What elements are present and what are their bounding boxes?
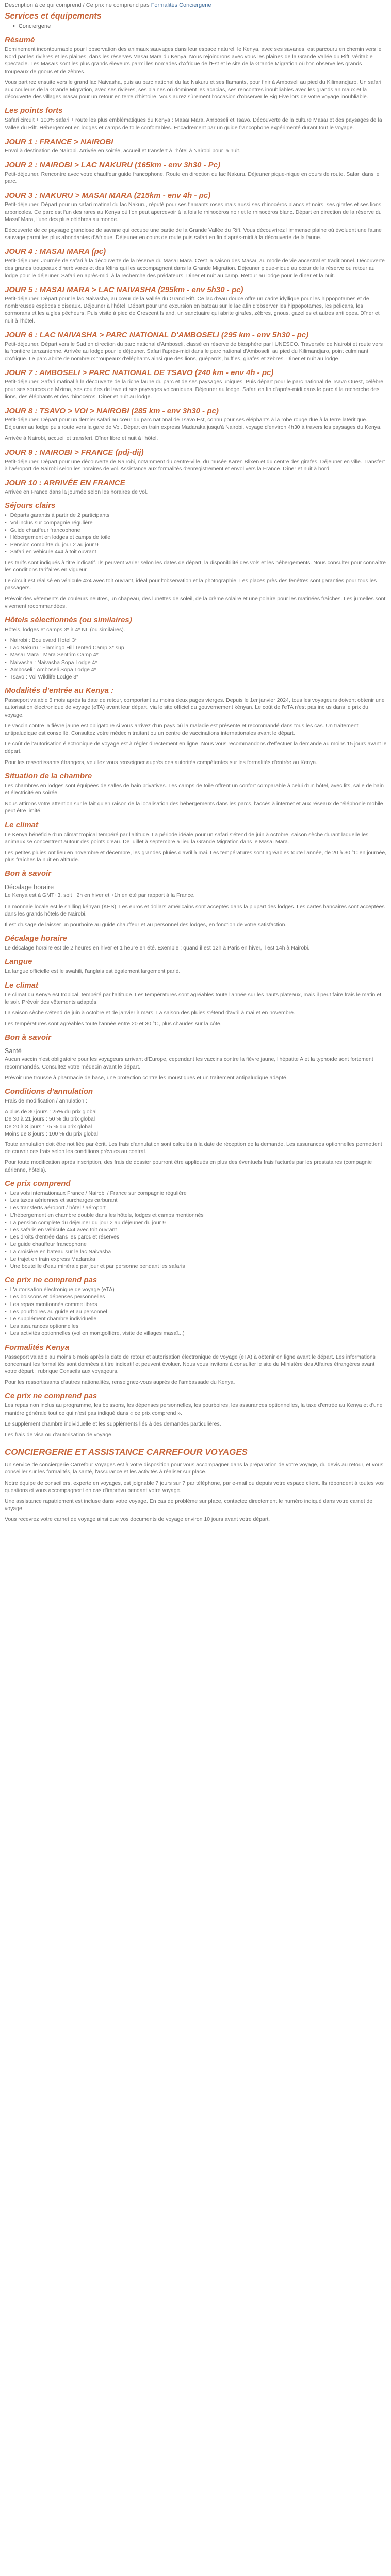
day-heading: JOUR 5 : MASAI MARA > LAC NAIVASHA (295km - env 5h30 - pc) — [5, 285, 243, 295]
timezone-paragraph: Le décalage horaire est de 2 heures en hiver et 1 heure en été. Exemple : quand il est 12h à Paris en hiver, il est 14h à Nairobi. — [5, 945, 310, 952]
list-item: • La pension complète du déjeuner du jour 2 au déjeuner du jour 9 — [5, 1219, 387, 1226]
day-heading: JOUR 2 : NAIROBI > LAC NAKURU (165km - env 3h30 - Pc) — [5, 161, 221, 170]
list-item: • Tsavo : Voi Wildlife Lodge 3* — [5, 673, 387, 681]
sejours-heading: Séjours clairs — [5, 501, 56, 511]
climate-paragraph: Le Kenya bénéficie d'un climat tropical tempéré par l'altitude. La période idéale pour un safari s'étend de juin à octobre, saison sèche durant laquelle les animaux se concentrent autour des points d'eau. De juillet à septembre a lieu la Grande Migration dans le Masaï Mara. — [5, 831, 369, 845]
room-paragraph: Nous attirons votre attention sur le fait qu'en raison de la localisation des hébergements dans les parcs, l'accès à internet et aux réseaux de téléphonie mobile peut être limité. — [5, 801, 383, 815]
concierge-paragraph: Une assistance rapatriement est incluse dans votre voyage. En cas de problème sur place, contactez directement le numéro indiqué dans votre carnet de voyage. — [5, 1498, 373, 1512]
reminder-paragraph: Les frais de visa ou d'autorisation de voyage. — [5, 1431, 113, 1438]
points-paragraph: Safari circuit + 100% safari + route les plus emblématiques du Kenya : Masaï Mara, Amboseli et Tsavo. Découverte de la culture Masaï et des paysages de la Vallée du Rift. Hébergement en lodges et camps de toile confortables. Encadrement par un guide francophone expérimenté durant tout le voyage. — [5, 117, 382, 131]
room-paragraph: Les chambres en lodges sont équipées de salles de bain privatives. Les camps de toile offrent un confort comparable à celui d'un hôtel, avec lits, salle de bain et électricité en soirée. — [5, 782, 384, 796]
cancellation-list — [5, 1108, 387, 1138]
list-item: • Le supplément chambre individuelle — [5, 1315, 387, 1323]
list-item: • Naivasha : Naivasha Sopa Lodge 4* — [5, 659, 387, 666]
list-item: • Les vols internationaux France / Nairobi / France sur compagnie régulière — [5, 1190, 387, 1197]
reminder-paragraph: Le supplément chambre individuelle et les suppléments liés à des demandes particulières. — [5, 1420, 221, 1427]
health-subheading: Santé — [5, 1047, 22, 1055]
weather-paragraph: Les températures sont agréables toute l'année entre 20 et 30 °C, plus chaudes sur la côte. — [5, 1021, 222, 1027]
list-item: • Une bouteille d'eau minérale par jour et par personne pendant les safaris — [5, 1263, 387, 1270]
breadcrumb-link[interactable]: Formalités Conciergerie — [151, 2, 211, 8]
good-to-know-paragraph: Il est d'usage de laisser un pourboire au guide chauffeur et au personnel des lodges, en fonction de votre satisfaction. — [5, 922, 287, 928]
list-item: • Le trajet en train express Madaraka — [5, 1256, 387, 1263]
day-heading: JOUR 10 : ARRIVÉE EN FRANCE — [5, 479, 125, 488]
list-item: • Nairobi : Boulevard Hotel 3* — [5, 637, 387, 644]
cancellation-line: De 30 à 21 jours : 50 % du prix global — [5, 1116, 95, 1123]
day-block — [5, 478, 387, 496]
formalities-paragraph: Passeport valable au moins 6 mois après la date de retour et autorisation électronique de voyage (eTA) à obtenir en ligne avant le départ. Les informations concernant les formalités sont données à titre indicatif et peuvent évoluer. Nous vous invitons à consulter le site du Ministère des Affaires étrangères avant votre départ : rubrique Conseils aux voyageurs. — [5, 1353, 376, 1375]
day-paragraph: Petit-déjeuner. Safari matinal à la découverte de la riche faune du parc et de ses paysages uniques. Puis départ pour le parc national de Tsavo Ouest, célèbre pour ses sources de Mzima, ses coulées de lave et ses paysages volcaniques. Déjeuner au lodge. Safari en fin d'après-midi dans le parc à la recherche des lions, des éléphants et des rhinocéros. Dîner et nuit au lodge. — [5, 379, 384, 400]
hotels-intro: Hôtels, lodges et camps 3* à 4* NL (ou similaires). — [5, 626, 125, 633]
climate-paragraph: Les petites pluies ont lieu en novembre et décembre, les grandes pluies d'avril à mai. Les températures sont agréables toute l'année, de 20 à 30 °C en journée, plus fraîches la nuit en altitude. — [5, 850, 387, 863]
price-excludes-list — [5, 1286, 387, 1337]
entry-paragraph: Le coût de l'autorisation électronique de voyage est à régler directement en ligne. Nous vous recommandons d'effectuer la demande au moins 15 jours avant le départ. — [5, 741, 387, 755]
language-heading: Langue — [5, 957, 32, 967]
day-heading: JOUR 1 : FRANCE > NAIROBI — [5, 137, 113, 146]
entry-paragraph: Pour les ressortissants étrangers, veuillez vous renseigner auprès des autorités compétentes sur les formalités d'entrée au Kenya. — [5, 759, 318, 766]
day-heading: JOUR 8 : TSAVO > VOI > NAIROBI (285 km - env 3h30 - pc) — [5, 406, 219, 416]
list-item: • Amboseli : Amboseli Sopa Lodge 4* — [5, 666, 387, 673]
list-item: • Les pourboires au guide et au personnel — [5, 1308, 387, 1315]
sejours-paragraph: Les tarifs sont indiqués à titre indicatif. Ils peuvent varier selon les dates de départ, la disponibilité des vols et les hébergements. Nous consulter pour connaître les conditions tarifaires en vigueur. — [5, 559, 386, 573]
day-paragraph: Petit-déjeuner. Départ vers le Sud en direction du parc national d'Amboseli, classé en réserve de biosphère par l'UNESCO. Traversée de Nairobi et route vers la frontière tanzanienne. Arrivée au lodge pour le déjeuner. Safari l'après-midi dans le parc national d'Amboseli, au pied du Kilimandjaro, point culminant d'Afrique. Le parc abrite de nombreux troupeaux d'éléphants ainsi que des lions, guépards, buffles, girafes et zèbres. Dîner et nuit au lodge. — [5, 341, 383, 362]
list-item: • L'autorisation électronique de voyage (eTA) — [5, 1286, 387, 1293]
breadcrumb — [5, 2, 387, 9]
cancellation-paragraph: Frais de modification / annulation : — [5, 1098, 87, 1105]
day-block — [5, 191, 387, 241]
list-item: • Masaï Mara : Mara Sentrim Camp 4* — [5, 651, 387, 658]
day-heading: JOUR 7 : AMBOSELI > PARC NATIONAL DE TSAVO (240 km - env 4h - pc) — [5, 368, 274, 378]
list-item: • Vol inclus sur compagnie régulière — [5, 519, 387, 527]
health-paragraph: Aucun vaccin n'est obligatoire pour les voyageurs arrivant d'Europe, cependant les vaccins contre la fièvre jaune, l'hépatite A et la typhoïde sont fortement recommandés. Consultez votre médecin avant le départ. — [5, 1056, 373, 1070]
timezone-heading: Décalage horaire — [5, 934, 67, 943]
list-item: • Les safaris en véhicule 4x4 avec toit ouvrant — [5, 1226, 387, 1233]
day-block — [5, 137, 387, 155]
cancellation-line: Moins de 8 jours : 100 % du prix global — [5, 1130, 98, 1137]
weather-paragraph: Le climat du Kenya est tropical, tempéré par l'altitude. Les températures sont agréables toute l'année sur les hauts plateaux, mais il peut faire frais le matin et le soir. Prévoir des vêtements adaptés. — [5, 991, 382, 1005]
resume-heading: Résumé — [5, 36, 35, 44]
list-item: • Pension complète du jour 2 au jour 9 — [5, 541, 387, 548]
day-heading: JOUR 9 : NAIROBI > FRANCE (pdj-dij) — [5, 448, 144, 457]
page — [0, 2, 391, 1523]
cancellation-line: De 20 à 8 jours : 75 % du prix global — [5, 1123, 92, 1130]
good-to-know-subheading: Décalage horaire — [5, 884, 54, 891]
price-includes-list — [5, 1190, 387, 1270]
good-to-know-paragraph: La monnaie locale est le shilling kényan (KES). Les euros et dollars américains sont acceptés dans la plupart des lodges. Les cartes bancaires sont acceptées dans les grands hôtels de Nairobi. — [5, 903, 385, 917]
day-paragraph: Arrivée en France dans la journée selon les horaires de vol. — [5, 489, 148, 496]
day-heading: JOUR 6 : LAC NAIVASHA > PARC NATIONAL D'AMBOSELI (295 km - env 5h30 - pc) — [5, 330, 309, 340]
list-item: • La croisière en bateau sur le lac Naivasha — [5, 1248, 387, 1256]
list-item: • Guide chauffeur francophone — [5, 527, 387, 534]
health-heading: Bon à savoir — [5, 1033, 52, 1042]
resume-paragraph: Dominement incontournable pour l'observation des animaux sauvages dans leur espace naturel, le Kenya, avec ses savanes, est parcouru en chemin vers le Nord par les rivières et les plaines, dans les réserves Masaï Mara du Kenya. Nous rejoindrons avec vous les plaines de la Grande Vallée du Rift, véritable spectacle. Les Masaïs sont les plus grands éleveurs parmi les nomades d'Afrique de l'Est et le site de la Grande Migration où l'on observe les grands troupeaux de gnous et de zèbres. — [5, 46, 382, 75]
day-paragraph: Petit-déjeuner. Départ pour un dernier safari au cœur du parc national de Tsavo Est, connu pour ses éléphants à la robe rouge due à la terre latéritique. Déjeuner au lodge puis route vers la gare de Voi. Départ en train express Madaraka jusqu'à Nairobi, voyage d'environ 4h30 à travers les paysages du Kenya. — [5, 417, 382, 431]
day-paragraph: Envol à destination de Nairobi. Arrivée en soirée, accueil et transfert à l'hôtel à Nairobi pour la nuit. — [5, 147, 241, 154]
cancellation-heading: Conditions d'annulation — [5, 1087, 93, 1096]
day-block — [5, 285, 387, 325]
entry-paragraph: Passeport valable 6 mois après la date de retour, comportant au moins deux pages vierges. Depuis le 1er janvier 2024, tous les voyageurs doivent obtenir une autorisation électronique de voyage (eTA) avant leur départ, via le site officiel du gouvernement kényan. Le coût de l'eTA n'est pas inclus dans le prix du voyage. — [5, 697, 385, 718]
concierge-paragraph: Notre équipe de conseillers, experte en voyages, est joignable 7 jours sur 7 par téléphone, par e-mail ou depuis votre espace client. Ils répondent à toutes vos questions et vous accompagnent en cas d'imprévu pendant votre voyage. — [5, 1480, 384, 1494]
list-item: • Lac Nakuru : Flamingo Hill Tented Camp 3* sup — [5, 644, 387, 651]
day-paragraph: Petit-déjeuner. Journée de safari à la découverte de la réserve du Masaï Mara. C'est la saison des Masaï, au mode de vie ancestral et traditionnel. Découverte des grands troupeaux d'herbivores et des félins qui les accompagnent dans la Grande Migration. Déjeuner pique-nique au cœur de la réserve ou retour au lodge pour le déjeuner. Safari en après-midi à la recherche des prédateurs. Dîner et nuit au camp. Retour au lodge pour le dîner et la nuit. — [5, 258, 385, 279]
cancellation-line: A plus de 30 jours : 25% du prix global — [5, 1109, 97, 1115]
list-item: • Les repas mentionnés comme libres — [5, 1301, 387, 1308]
day-block — [5, 448, 387, 472]
list-item: • Les activités optionnelles (vol en montgolfière, visite de villages masaï...) — [5, 1330, 387, 1337]
list-item: • L'hébergement en chambre double dans les hôtels, lodges et camps mentionnés — [5, 1212, 387, 1219]
formalities-heading: Formalités Kenya — [5, 1343, 70, 1352]
cancellation-paragraph: Toute annulation doit être notifiée par écrit. Les frais d'annulation sont calculés à la date de réception de la demande. Les assurances optionnelles permettent de couvrir ces frais selon les conditions prévues au contrat. — [5, 1141, 382, 1155]
list-item: • Les assurances optionnelles — [5, 1323, 387, 1330]
day-heading: JOUR 3 : NAKURU > MASAI MARA (215km - env 4h - pc) — [5, 191, 211, 200]
sejours-list — [5, 512, 387, 555]
price-excludes-heading: Ce prix ne comprend pas — [5, 1276, 97, 1285]
day-paragraph: Petit-déjeuner. Départ pour une découverte de Nairobi, notamment du centre-ville, du musée Karen Blixen et du centre des girafes. Déjeuner en ville. Transfert à l'aéroport de Nairobi selon les horaires de vol. Assistance aux formalités d'enregistrement et envol vers la France. Dîner et nuit à bord. — [5, 458, 385, 472]
day-heading: JOUR 4 : MASAI MARA (pc) — [5, 247, 106, 257]
language-paragraph: La langue officielle est le swahili, l'anglais est également largement parlé. — [5, 968, 181, 975]
concierge-paragraph: Vous recevrez votre carnet de voyage ainsi que vos documents de voyage environ 10 jours avant votre départ. — [5, 1516, 270, 1523]
day-block — [5, 330, 387, 363]
list-item: • Safari en véhicule 4x4 à toit ouvrant — [5, 548, 387, 555]
weather-paragraph: La saison sèche s'étend de juin à octobre et de janvier à mars. La saison des pluies s'étend d'avril à mai et en novembre. — [5, 1010, 295, 1016]
list-item: • Les transferts aéroport / hôtel / aéroport — [5, 1204, 387, 1211]
entry-paragraph: Le vaccin contre la fièvre jaune est obligatoire si vous arrivez d'un pays où la maladie est présente et recommandé dans tous les cas. Un traitement antipaludique est conseillé. Consultez votre médecin traitant ou un centre de vaccinations internationales avant le départ. — [5, 722, 359, 736]
services-item: • Conciergerie — [13, 23, 387, 30]
good-to-know-paragraph: Le Kenya est à GMT+3, soit +2h en hiver et +1h en été par rapport à la France. — [5, 892, 195, 899]
list-item: • Départs garantis à partir de 2 participants — [5, 512, 387, 519]
points-heading: Les points forts — [5, 106, 63, 115]
services-heading: Services et équipements — [5, 12, 102, 21]
climate-heading: Le climat — [5, 820, 39, 829]
sejours-paragraph: Le circuit est réalisé en véhicule 4x4 avec toit ouvrant, idéal pour l'observation et la photographie. Les places près des fenêtres sont garanties pour tous les passagers. — [5, 577, 377, 591]
entry-heading: Modalités d'entrée au Kenya : — [5, 686, 114, 696]
price-includes-heading: Ce prix comprend — [5, 1179, 71, 1188]
list-item: • Le guide chauffeur francophone — [5, 1241, 387, 1248]
health-paragraph: Prévoir une trousse à pharmacie de base, une protection contre les moustiques et un traitement antipaludique adapté. — [5, 1074, 288, 1081]
hotels-list — [5, 637, 387, 681]
concierge-paragraph: Un service de conciergerie Carrefour Voyages est à votre disposition pour vous accompagner dans la préparation de votre voyage, du devis au retour, et vous conseiller sur les formalités, la santé, l'assurance et les activités à réaliser sur place. — [5, 1462, 384, 1476]
cancellation-paragraph: Pour toute modification après inscription, des frais de dossier pourront être appliqués en plus des éventuels frais facturés par les prestataires (compagnie aérienne, hôtels). — [5, 1159, 372, 1173]
day-block — [5, 406, 387, 442]
day-paragraph: Petit-déjeuner. Départ pour un safari matinal du lac Nakuru, réputé pour ses flamants roses mais aussi ses rhinocéros blancs et noirs, ses girafes et ses lions arboricoles. Ce parc est l'un des rares au Kenya où l'on peut apercevoir à la fois le rhinocéros noir et le rhinocéros blanc. Départ en direction de la réserve du Masaï Mara, l'une des plus célèbres au monde. — [5, 201, 382, 223]
list-item: • Hébergement en lodges et camps de toile — [5, 534, 387, 541]
concierge-heading: CONCIERGERIE ET ASSISTANCE CARREFOUR VOYAGES — [5, 1447, 248, 1458]
list-item: • Les droits d'entrée dans les parcs et réserves — [5, 1233, 387, 1241]
day-paragraph: Petit-déjeuner. Départ pour le lac Naivasha, au cœur de la Vallée du Grand Rift. Ce lac d'eau douce offre un cadre idyllique pour les hippopotames et de nombreuses espèces d'oiseaux. Déjeuner à l'hôtel. Départ pour une excursion en bateau sur le lac afin d'observer les hippopotames, les pélicans, les cormorans et les aigles pêcheurs. Puis visite à pied de Crescent Island, un sanctuaire qui abrite girafes, zèbres, gnous, gazelles et autres antilopes. Dîner et nuit à l'hôtel. — [5, 296, 380, 324]
reminder-paragraph: Les repas non inclus au programme, les boissons, les dépenses personnelles, les pourboires, les assurances optionnelles, la taxe d'entrée au Kenya et d'une manière générale tout ce qui n'est pas indiqué dans « ce prix comprend ». — [5, 1402, 383, 1416]
day-paragraph: Arrivée à Nairobi, accueil et transfert. Dîner libre et nuit à l'hôtel. — [5, 435, 158, 442]
day-block — [5, 160, 387, 185]
room-heading: Situation de la chambre — [5, 771, 92, 781]
sejours-paragraph: Prévoir des vêtements de couleurs neutres, un chapeau, des lunettes de soleil, de la crème solaire et une polaire pour les matinées fraîches. Les jumelles sont vivement recommandées. — [5, 596, 386, 609]
weather-heading: Le climat — [5, 980, 39, 990]
day-paragraph: Découverte de ce paysage grandiose de savane qui occupe une partie de la Grande Vallée du Rift. Vous découvrirez l'immense plaine où évoluent une faune sauvage parmi les plus abondantes d'Afrique. Déjeuner en cours de route puis safari en fin d'après-midi à la découverte de la faune. — [5, 227, 382, 241]
good-to-know-heading: Bon à savoir — [5, 869, 52, 878]
list-item: • Les taxes aériennes et surcharges carburant — [5, 1197, 387, 1204]
hotels-heading: Hôtels sélectionnés (ou similaires) — [5, 615, 132, 624]
day-block — [5, 368, 387, 400]
reminder-heading: Ce prix ne comprend pas — [5, 1392, 97, 1401]
itinerary — [5, 137, 387, 496]
list-item: • Les boissons et dépenses personnelles — [5, 1293, 387, 1300]
day-paragraph: Petit-déjeuner. Rencontre avec votre chauffeur guide francophone. Route en direction du lac Nakuru. Déjeuner pique-nique en cours de route. Safari dans le parc. — [5, 171, 380, 185]
formalities-paragraph: Pour les ressortissants d'autres nationalités, renseignez-vous auprès de l'ambassade du Kenya. — [5, 1379, 235, 1386]
resume-paragraph: Vous partirez ensuite vers le grand lac Naivasha, puis au parc national du lac Nakuru et ses flamants, pour finir à Amboseli au pied du Kilimandjaro. Un safari aux couleurs de la Grande Migration, avec ses rivières, ses plaines où dominent les acacias, ses rencontres inoubliables avec les grands animaux et la découverte des villages masaï pour un retour en terre d'histoire. Vous aurez sûrement l'occasion d'observer le Big Five lors de votre voyage inoubliable. — [5, 79, 382, 100]
breadcrumb-text: Description à ce qui comprend / Ce prix ne comprend pas — [5, 2, 150, 8]
day-block — [5, 247, 387, 279]
